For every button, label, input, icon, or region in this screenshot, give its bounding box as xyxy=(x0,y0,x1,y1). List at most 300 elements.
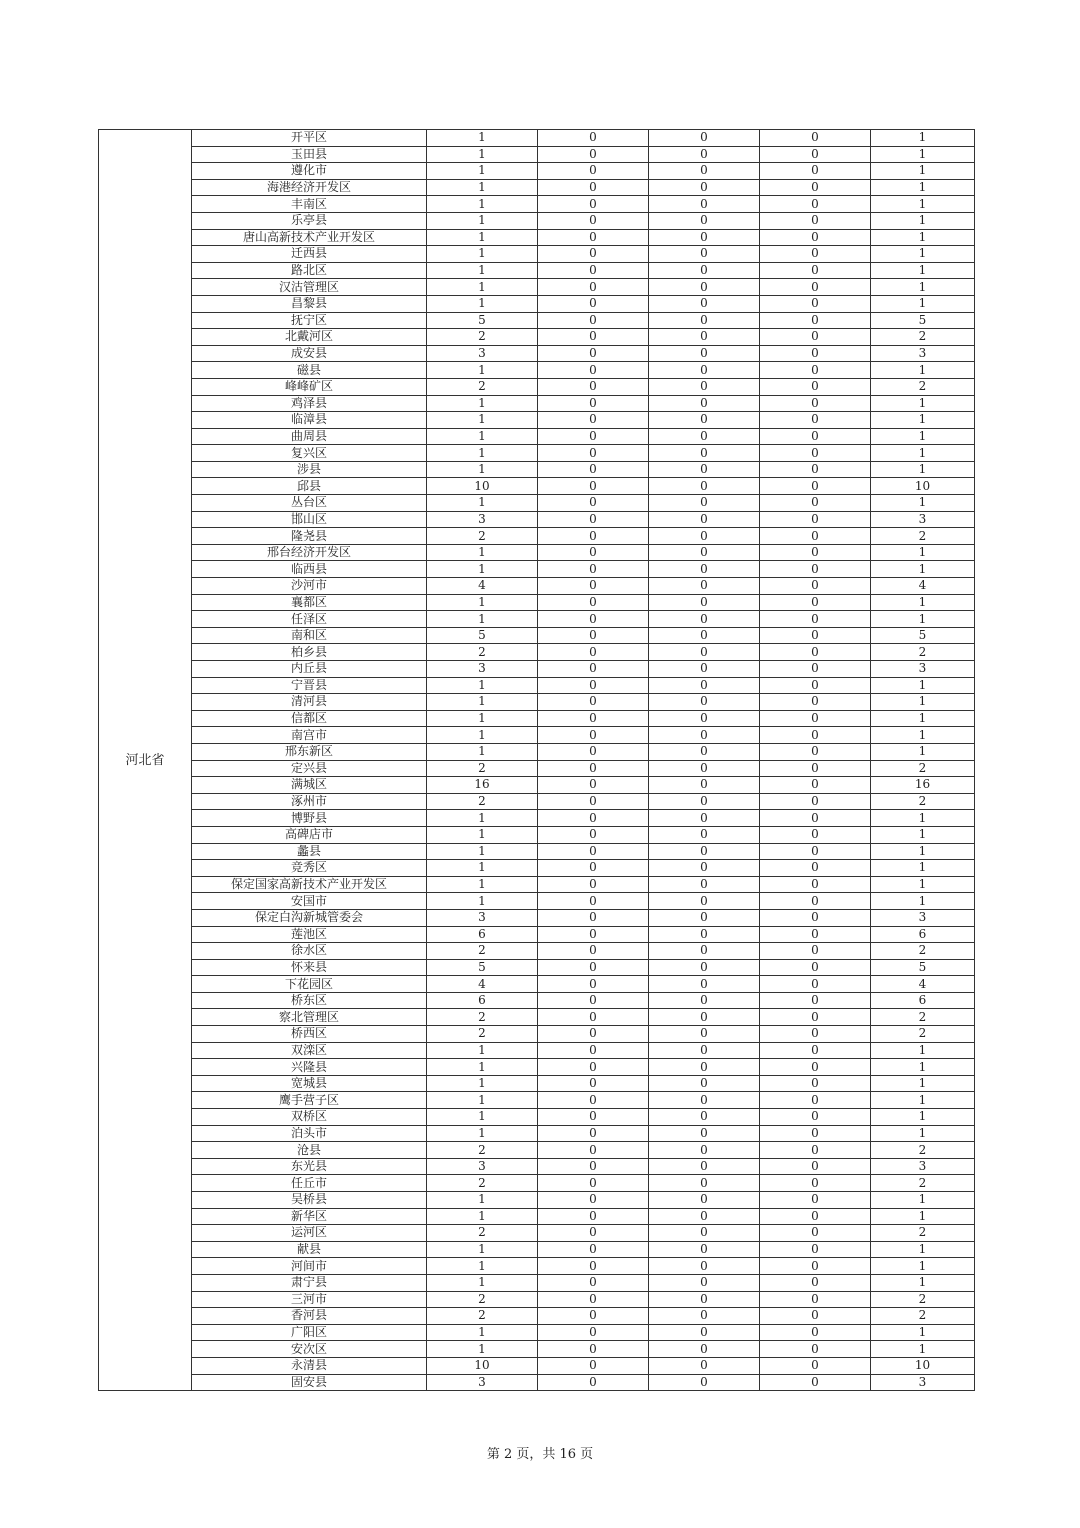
district-cell: 蠡县 xyxy=(192,843,427,860)
table-row xyxy=(99,179,975,196)
value-col2-cell: 0 xyxy=(538,578,649,595)
value-col4-cell: 0 xyxy=(760,677,871,694)
data-table xyxy=(98,129,975,1391)
district-cell: 下花园区 xyxy=(192,976,427,993)
total-cell: 5 xyxy=(871,959,975,976)
district-cell: 沧县 xyxy=(192,1142,427,1159)
value-col2-cell: 0 xyxy=(538,909,649,926)
value-col1-cell: 1 xyxy=(427,611,538,628)
value-col1-cell: 1 xyxy=(427,876,538,893)
district-cell: 南宫市 xyxy=(192,727,427,744)
value-col1-cell: 1 xyxy=(427,860,538,877)
total-cell: 1 xyxy=(871,1192,975,1209)
total-cell: 1 xyxy=(871,710,975,727)
value-col1-cell: 2 xyxy=(427,793,538,810)
value-col3-cell: 0 xyxy=(649,1075,760,1092)
table-row xyxy=(99,1192,975,1209)
value-col2-cell: 0 xyxy=(538,1042,649,1059)
value-col1-cell: 16 xyxy=(427,777,538,794)
total-cell: 2 xyxy=(871,528,975,545)
district-cell: 保定白沟新城管委会 xyxy=(192,909,427,926)
table-row xyxy=(99,959,975,976)
value-col3-cell: 0 xyxy=(649,1241,760,1258)
table-row xyxy=(99,1225,975,1242)
value-col3-cell: 0 xyxy=(649,1274,760,1291)
value-col2-cell: 0 xyxy=(538,212,649,229)
value-col2-cell: 0 xyxy=(538,826,649,843)
district-cell: 吴桥县 xyxy=(192,1192,427,1209)
value-col4-cell: 0 xyxy=(760,1109,871,1126)
district-cell: 北戴河区 xyxy=(192,329,427,346)
value-col3-cell: 0 xyxy=(649,212,760,229)
value-col1-cell: 3 xyxy=(427,1158,538,1175)
value-col4-cell: 0 xyxy=(760,976,871,993)
total-cell: 1 xyxy=(871,1109,975,1126)
district-cell: 桥西区 xyxy=(192,1026,427,1043)
value-col3-cell: 0 xyxy=(649,860,760,877)
table-row xyxy=(99,909,975,926)
total-cell: 1 xyxy=(871,146,975,163)
total-cell: 1 xyxy=(871,594,975,611)
table-row xyxy=(99,661,975,678)
value-col3-cell: 0 xyxy=(649,329,760,346)
value-col1-cell: 1 xyxy=(427,196,538,213)
total-cell: 1 xyxy=(871,561,975,578)
district-cell: 开平区 xyxy=(192,130,427,147)
value-col3-cell: 0 xyxy=(649,544,760,561)
table-body xyxy=(99,130,975,1391)
value-col1-cell: 1 xyxy=(427,445,538,462)
value-col2-cell: 0 xyxy=(538,1225,649,1242)
value-col4-cell: 0 xyxy=(760,395,871,412)
value-col1-cell: 3 xyxy=(427,345,538,362)
district-cell: 泊头市 xyxy=(192,1125,427,1142)
value-col4-cell: 0 xyxy=(760,793,871,810)
value-col1-cell: 4 xyxy=(427,578,538,595)
table-row xyxy=(99,1357,975,1374)
value-col2-cell: 0 xyxy=(538,777,649,794)
table-row xyxy=(99,130,975,147)
value-col2-cell: 0 xyxy=(538,644,649,661)
value-col2-cell: 0 xyxy=(538,727,649,744)
district-cell: 路北区 xyxy=(192,262,427,279)
value-col2-cell: 0 xyxy=(538,163,649,180)
district-cell: 昌黎县 xyxy=(192,295,427,312)
total-cell: 1 xyxy=(871,212,975,229)
value-col2-cell: 0 xyxy=(538,1192,649,1209)
table-row xyxy=(99,196,975,213)
value-col3-cell: 0 xyxy=(649,594,760,611)
district-cell: 峰峰矿区 xyxy=(192,378,427,395)
district-cell: 宽城县 xyxy=(192,1075,427,1092)
total-cell: 10 xyxy=(871,478,975,495)
value-col3-cell: 0 xyxy=(649,1009,760,1026)
value-col3-cell: 0 xyxy=(649,279,760,296)
value-col3-cell: 0 xyxy=(649,378,760,395)
value-col4-cell: 0 xyxy=(760,578,871,595)
value-col3-cell: 0 xyxy=(649,478,760,495)
table-row xyxy=(99,926,975,943)
district-cell: 海港经济开发区 xyxy=(192,179,427,196)
value-col3-cell: 0 xyxy=(649,959,760,976)
value-col4-cell: 0 xyxy=(760,943,871,960)
district-cell: 双桥区 xyxy=(192,1109,427,1126)
value-col1-cell: 1 xyxy=(427,544,538,561)
table-row xyxy=(99,511,975,528)
value-col4-cell: 0 xyxy=(760,1042,871,1059)
total-cell: 1 xyxy=(871,1341,975,1358)
value-col2-cell: 0 xyxy=(538,611,649,628)
value-col3-cell: 0 xyxy=(649,511,760,528)
value-col1-cell: 2 xyxy=(427,644,538,661)
value-col1-cell: 2 xyxy=(427,1142,538,1159)
table-row xyxy=(99,677,975,694)
value-col3-cell: 0 xyxy=(649,578,760,595)
district-cell: 成安县 xyxy=(192,345,427,362)
value-col2-cell: 0 xyxy=(538,395,649,412)
total-cell: 1 xyxy=(871,196,975,213)
value-col2-cell: 0 xyxy=(538,793,649,810)
value-col3-cell: 0 xyxy=(649,661,760,678)
total-cell: 3 xyxy=(871,909,975,926)
value-col3-cell: 0 xyxy=(649,461,760,478)
district-cell: 新华区 xyxy=(192,1208,427,1225)
value-col2-cell: 0 xyxy=(538,959,649,976)
table-row xyxy=(99,212,975,229)
table-row xyxy=(99,544,975,561)
value-col3-cell: 0 xyxy=(649,1374,760,1391)
value-col3-cell: 0 xyxy=(649,1142,760,1159)
value-col2-cell: 0 xyxy=(538,246,649,263)
value-col3-cell: 0 xyxy=(649,777,760,794)
total-cell: 1 xyxy=(871,1274,975,1291)
value-col1-cell: 2 xyxy=(427,1009,538,1026)
total-cell: 3 xyxy=(871,345,975,362)
table-row xyxy=(99,262,975,279)
value-col3-cell: 0 xyxy=(649,412,760,429)
province-cell: 河北省 xyxy=(99,130,192,1391)
value-col2-cell: 0 xyxy=(538,495,649,512)
value-col3-cell: 0 xyxy=(649,1109,760,1126)
value-col2-cell: 0 xyxy=(538,1158,649,1175)
value-col4-cell: 0 xyxy=(760,926,871,943)
value-col1-cell: 1 xyxy=(427,163,538,180)
table-row xyxy=(99,1042,975,1059)
district-cell: 襄都区 xyxy=(192,594,427,611)
value-col3-cell: 0 xyxy=(649,1125,760,1142)
value-col2-cell: 0 xyxy=(538,478,649,495)
table-row xyxy=(99,760,975,777)
value-col4-cell: 0 xyxy=(760,1175,871,1192)
total-cell: 1 xyxy=(871,694,975,711)
district-cell: 满城区 xyxy=(192,777,427,794)
table-row xyxy=(99,1125,975,1142)
value-col4-cell: 0 xyxy=(760,345,871,362)
value-col4-cell: 0 xyxy=(760,312,871,329)
district-cell: 迁西县 xyxy=(192,246,427,263)
value-col2-cell: 0 xyxy=(538,1357,649,1374)
value-col2-cell: 0 xyxy=(538,594,649,611)
value-col3-cell: 0 xyxy=(649,1291,760,1308)
table-row xyxy=(99,1291,975,1308)
value-col4-cell: 0 xyxy=(760,1075,871,1092)
total-cell: 4 xyxy=(871,578,975,595)
value-col2-cell: 0 xyxy=(538,1258,649,1275)
total-cell: 3 xyxy=(871,1374,975,1391)
value-col2-cell: 0 xyxy=(538,893,649,910)
total-cell: 1 xyxy=(871,826,975,843)
value-col1-cell: 1 xyxy=(427,1192,538,1209)
total-cell: 2 xyxy=(871,1026,975,1043)
value-col4-cell: 0 xyxy=(760,1225,871,1242)
district-cell: 安次区 xyxy=(192,1341,427,1358)
district-cell: 安国市 xyxy=(192,893,427,910)
value-col3-cell: 0 xyxy=(649,1308,760,1325)
value-col1-cell: 1 xyxy=(427,1341,538,1358)
total-cell: 5 xyxy=(871,312,975,329)
table-row xyxy=(99,1092,975,1109)
value-col2-cell: 0 xyxy=(538,329,649,346)
value-col4-cell: 0 xyxy=(760,594,871,611)
value-col1-cell: 1 xyxy=(427,246,538,263)
value-col2-cell: 0 xyxy=(538,179,649,196)
value-col3-cell: 0 xyxy=(649,627,760,644)
district-cell: 涿州市 xyxy=(192,793,427,810)
value-col4-cell: 0 xyxy=(760,710,871,727)
value-col4-cell: 0 xyxy=(760,760,871,777)
district-cell: 南和区 xyxy=(192,627,427,644)
value-col1-cell: 1 xyxy=(427,395,538,412)
value-col2-cell: 0 xyxy=(538,295,649,312)
value-col3-cell: 0 xyxy=(649,1258,760,1275)
table-row xyxy=(99,694,975,711)
district-cell: 柏乡县 xyxy=(192,644,427,661)
value-col2-cell: 0 xyxy=(538,943,649,960)
table-row xyxy=(99,1274,975,1291)
value-col4-cell: 0 xyxy=(760,959,871,976)
total-cell: 1 xyxy=(871,876,975,893)
table-row xyxy=(99,743,975,760)
table-row xyxy=(99,1341,975,1358)
total-cell: 2 xyxy=(871,1175,975,1192)
total-cell: 1 xyxy=(871,495,975,512)
value-col3-cell: 0 xyxy=(649,760,760,777)
value-col2-cell: 0 xyxy=(538,1142,649,1159)
total-cell: 5 xyxy=(871,627,975,644)
value-col2-cell: 0 xyxy=(538,1109,649,1126)
value-col3-cell: 0 xyxy=(649,677,760,694)
value-col4-cell: 0 xyxy=(760,246,871,263)
table-row xyxy=(99,163,975,180)
value-col4-cell: 0 xyxy=(760,644,871,661)
value-col1-cell: 3 xyxy=(427,511,538,528)
value-col4-cell: 0 xyxy=(760,146,871,163)
value-col1-cell: 3 xyxy=(427,661,538,678)
value-col3-cell: 0 xyxy=(649,561,760,578)
value-col2-cell: 0 xyxy=(538,229,649,246)
value-col2-cell: 0 xyxy=(538,528,649,545)
table-row xyxy=(99,627,975,644)
total-cell: 1 xyxy=(871,445,975,462)
total-cell: 1 xyxy=(871,611,975,628)
value-col3-cell: 0 xyxy=(649,428,760,445)
value-col3-cell: 0 xyxy=(649,843,760,860)
value-col2-cell: 0 xyxy=(538,710,649,727)
table-row xyxy=(99,992,975,1009)
total-cell: 1 xyxy=(871,130,975,147)
value-col4-cell: 0 xyxy=(760,445,871,462)
value-col3-cell: 0 xyxy=(649,1059,760,1076)
value-col2-cell: 0 xyxy=(538,627,649,644)
value-col2-cell: 0 xyxy=(538,1241,649,1258)
value-col1-cell: 6 xyxy=(427,926,538,943)
page-footer: 第 2 页，共 16 页 xyxy=(486,1447,594,1462)
district-cell: 双滦区 xyxy=(192,1042,427,1059)
table-row xyxy=(99,594,975,611)
value-col2-cell: 0 xyxy=(538,843,649,860)
value-col1-cell: 2 xyxy=(427,1175,538,1192)
total-cell: 1 xyxy=(871,677,975,694)
value-col1-cell: 1 xyxy=(427,826,538,843)
district-cell: 河间市 xyxy=(192,1258,427,1275)
total-cell: 1 xyxy=(871,262,975,279)
total-cell: 1 xyxy=(871,1324,975,1341)
total-cell: 2 xyxy=(871,1225,975,1242)
value-col4-cell: 0 xyxy=(760,362,871,379)
value-col1-cell: 1 xyxy=(427,179,538,196)
total-cell: 1 xyxy=(871,428,975,445)
table-row xyxy=(99,1241,975,1258)
table-row xyxy=(99,843,975,860)
value-col3-cell: 0 xyxy=(649,179,760,196)
value-col1-cell: 5 xyxy=(427,312,538,329)
district-cell: 永清县 xyxy=(192,1357,427,1374)
value-col4-cell: 0 xyxy=(760,279,871,296)
total-cell: 6 xyxy=(871,992,975,1009)
table-row xyxy=(99,246,975,263)
value-col1-cell: 2 xyxy=(427,528,538,545)
total-cell: 1 xyxy=(871,1042,975,1059)
district-cell: 任泽区 xyxy=(192,611,427,628)
table-row xyxy=(99,876,975,893)
total-cell: 4 xyxy=(871,976,975,993)
value-col4-cell: 0 xyxy=(760,1026,871,1043)
district-cell: 邢台经济开发区 xyxy=(192,544,427,561)
table-row xyxy=(99,793,975,810)
district-cell: 运河区 xyxy=(192,1225,427,1242)
value-col4-cell: 0 xyxy=(760,179,871,196)
value-col1-cell: 2 xyxy=(427,1308,538,1325)
table-row xyxy=(99,1075,975,1092)
total-cell: 2 xyxy=(871,1142,975,1159)
value-col2-cell: 0 xyxy=(538,1308,649,1325)
table-row xyxy=(99,445,975,462)
value-col2-cell: 0 xyxy=(538,445,649,462)
value-col4-cell: 0 xyxy=(760,428,871,445)
value-col1-cell: 1 xyxy=(427,710,538,727)
value-col1-cell: 1 xyxy=(427,1042,538,1059)
value-col3-cell: 0 xyxy=(649,312,760,329)
value-col3-cell: 0 xyxy=(649,1175,760,1192)
district-cell: 磁县 xyxy=(192,362,427,379)
value-col1-cell: 1 xyxy=(427,362,538,379)
value-col2-cell: 0 xyxy=(538,1059,649,1076)
table-row xyxy=(99,146,975,163)
value-col3-cell: 0 xyxy=(649,611,760,628)
value-col2-cell: 0 xyxy=(538,677,649,694)
total-cell: 1 xyxy=(871,362,975,379)
table-row xyxy=(99,826,975,843)
district-cell: 高碑店市 xyxy=(192,826,427,843)
value-col2-cell: 0 xyxy=(538,262,649,279)
district-cell: 鹰手营子区 xyxy=(192,1092,427,1109)
value-col4-cell: 0 xyxy=(760,777,871,794)
value-col3-cell: 0 xyxy=(649,1357,760,1374)
total-cell: 1 xyxy=(871,893,975,910)
district-cell: 东光县 xyxy=(192,1158,427,1175)
value-col4-cell: 0 xyxy=(760,627,871,644)
value-col3-cell: 0 xyxy=(649,644,760,661)
table-row xyxy=(99,810,975,827)
total-cell: 1 xyxy=(871,1125,975,1142)
value-col1-cell: 1 xyxy=(427,279,538,296)
district-cell: 博野县 xyxy=(192,810,427,827)
value-col2-cell: 0 xyxy=(538,760,649,777)
district-cell: 曲周县 xyxy=(192,428,427,445)
table-row xyxy=(99,578,975,595)
value-col4-cell: 0 xyxy=(760,860,871,877)
table-row xyxy=(99,495,975,512)
total-cell: 1 xyxy=(871,544,975,561)
table-row xyxy=(99,461,975,478)
value-col1-cell: 1 xyxy=(427,1059,538,1076)
value-col3-cell: 0 xyxy=(649,909,760,926)
table-row xyxy=(99,1308,975,1325)
value-col1-cell: 1 xyxy=(427,412,538,429)
total-cell: 10 xyxy=(871,1357,975,1374)
table-row xyxy=(99,1142,975,1159)
total-cell: 1 xyxy=(871,743,975,760)
total-cell: 1 xyxy=(871,279,975,296)
table-row xyxy=(99,561,975,578)
district-cell: 肃宁县 xyxy=(192,1274,427,1291)
table-row xyxy=(99,710,975,727)
district-cell: 保定国家高新技术产业开发区 xyxy=(192,876,427,893)
value-col3-cell: 0 xyxy=(649,1225,760,1242)
table-row xyxy=(99,412,975,429)
value-col2-cell: 0 xyxy=(538,1324,649,1341)
district-cell: 临西县 xyxy=(192,561,427,578)
table-row xyxy=(99,1324,975,1341)
value-col4-cell: 0 xyxy=(760,196,871,213)
value-col2-cell: 0 xyxy=(538,146,649,163)
value-col1-cell: 2 xyxy=(427,378,538,395)
value-col4-cell: 0 xyxy=(760,909,871,926)
value-col3-cell: 0 xyxy=(649,810,760,827)
value-col4-cell: 0 xyxy=(760,1125,871,1142)
district-cell: 内丘县 xyxy=(192,661,427,678)
total-cell: 1 xyxy=(871,461,975,478)
value-col3-cell: 0 xyxy=(649,1092,760,1109)
value-col4-cell: 0 xyxy=(760,1009,871,1026)
table-row xyxy=(99,1059,975,1076)
value-col1-cell: 1 xyxy=(427,495,538,512)
value-col4-cell: 0 xyxy=(760,743,871,760)
value-col3-cell: 0 xyxy=(649,826,760,843)
value-col1-cell: 1 xyxy=(427,1324,538,1341)
value-col4-cell: 0 xyxy=(760,212,871,229)
total-cell: 2 xyxy=(871,1291,975,1308)
